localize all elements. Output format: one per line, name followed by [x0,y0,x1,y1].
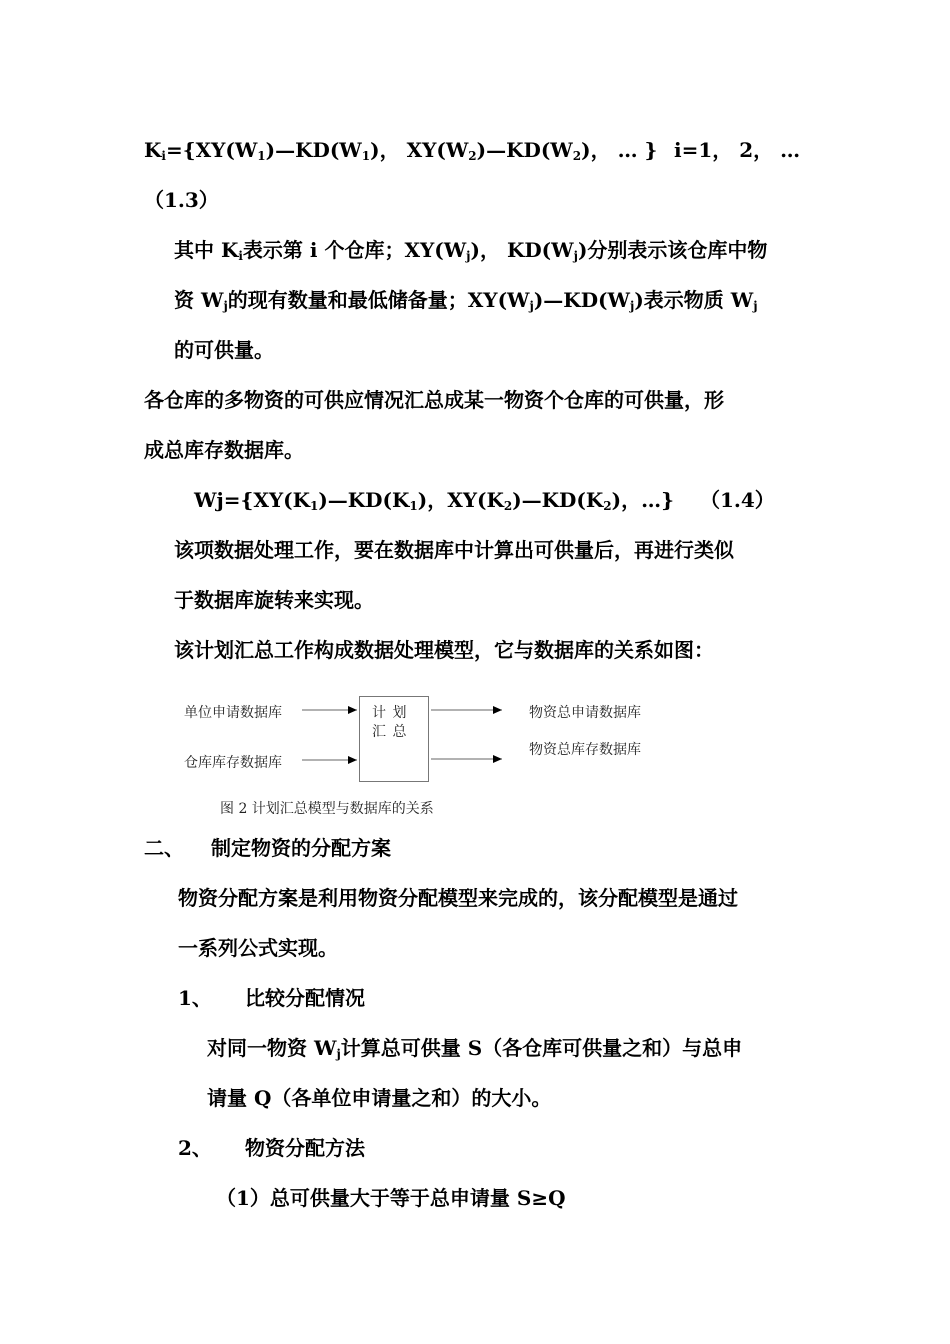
text: 计算总可供量 S（各仓库可供量之和）与总申 [340,1036,743,1060]
formula-text: )—KD(W [476,138,573,162]
text: 对同一物资 W [207,1036,337,1060]
sub-item-1: （1）总可供量大于等于总申请量 S≥Q [216,1186,566,1210]
diagram-output-2: 物资总库存数据库 [529,742,641,758]
item-2-title: 物资分配方法 [245,1136,365,1160]
formula-1-3-number: （1.3） [144,188,219,212]
formula-text: )—KD(W [265,138,362,162]
formula-text: )—KD(K [512,488,604,512]
formula-text: ={XY(W [165,138,258,162]
paragraph-2-line-2: 于数据库旋转来实现。 [174,588,374,612]
subscript: j [223,299,228,313]
item-1-number: 1、 [178,986,212,1010]
paragraph-5-line-2: 请量 Q（各单位申请量之和）的大小。 [207,1086,552,1110]
box-label-line-1: 计 划 [372,705,408,721]
figure-caption: 图 2 计划汇总模型与数据库的关系 [220,801,434,817]
text: )分别表示该仓库中物 [577,238,768,262]
text: )—KD(W [533,288,630,312]
text: )， KD(W [470,238,574,262]
formula-text: K [144,138,162,162]
subscript: 2 [503,499,513,513]
subscript: j [629,299,635,313]
formula-1-3-range: i=1， 2， … [674,138,801,162]
subscript: 2 [468,149,477,163]
paragraph-3: 该计划汇总工作构成数据处理模型，它与数据库的关系如图： [174,638,714,662]
subscript: j [466,249,471,263]
subscript: 2 [603,499,612,513]
text: 资 W [174,288,224,312]
formula-text: )—KD(K [318,488,410,512]
subscript: 1 [361,149,371,163]
formula-text: Wj={XY(K [194,488,310,512]
formula-text: )，…} [611,488,674,512]
paragraph-4-line-1: 物资分配方案是利用物资分配模型来完成的，该分配模型是通过 [178,886,738,910]
section-2-title: 制定物资的分配方案 [211,836,391,860]
text: 的现有数量和最低储备量；XY(W [227,288,530,312]
text: )表示物质 W [634,288,754,312]
diagram-input-1: 单位申请数据库 [184,705,282,721]
paragraph-1-line-2: 成总库存数据库。 [144,438,304,462]
formula-1-4-number: （1.4） [700,488,775,512]
formula-text: )， … } [581,138,658,162]
formula-text: )， XY(W [370,138,469,162]
item-2-number: 2、 [178,1136,212,1160]
subscript: j [529,299,534,313]
subscript: 1 [309,499,319,513]
subscript: i [161,149,166,163]
item-1-title: 比较分配情况 [245,986,365,1010]
explain-line-3: 的可供量。 [174,338,274,362]
formula-text: )，XY(K [417,488,504,512]
subscript: 1 [409,499,418,513]
subscript: 2 [572,149,582,163]
paragraph-4-line-2: 一系列公式实现。 [178,936,338,960]
section-2-number: 二、 [144,836,184,860]
paragraph-2-line-1: 该项数据处理工作，要在数据库中计算出可供量后，再进行类似 [174,538,734,562]
diagram-input-2: 仓库库存数据库 [184,755,282,771]
subscript: 1 [257,149,266,163]
diagram-output-1: 物资总申请数据库 [529,705,641,721]
text: 其中 K [174,238,239,262]
box-label-line-2: 汇 总 [372,724,408,740]
subscript: j [753,299,758,313]
subscript: j [573,249,578,263]
paragraph-5-line-1 [207,1036,742,1060]
text: 表示第 i 个仓库；XY(W [242,238,467,262]
subscript: j [336,1047,341,1061]
paragraph-1-line-1: 各仓库的多物资的可供应情况汇总成某一物资个仓库的可供量，形 [144,388,724,412]
subscript: i [238,249,243,263]
